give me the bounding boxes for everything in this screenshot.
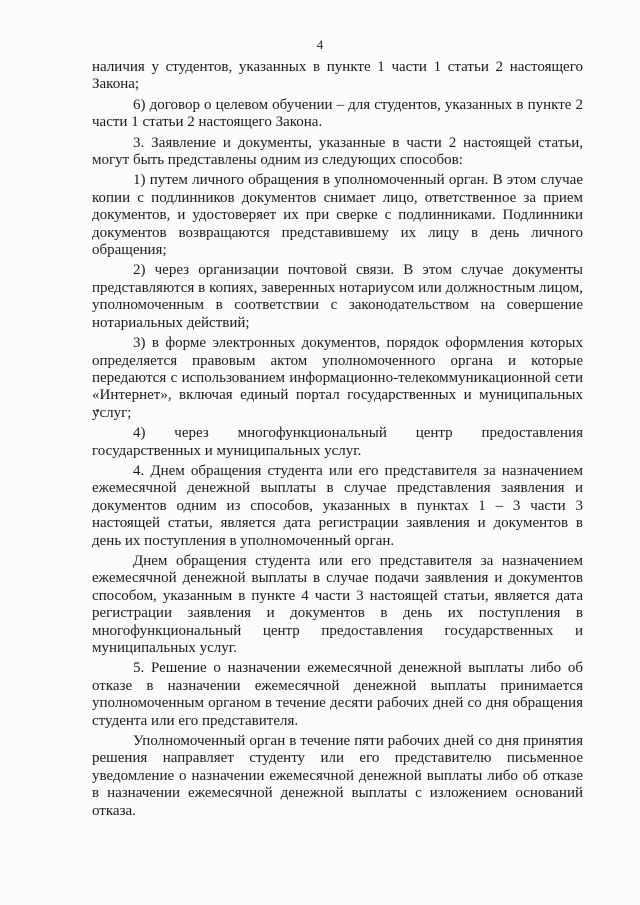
paragraph: 5. Решение о назначении ежемесячной денежной выплаты либо об отказе в назначении ежемесячной денежной выплаты принимается уполномоченным органом в течение десяти рабочих дней со дня обращения студента или его представителя. [92, 660, 583, 729]
paragraph: наличия у студентов, указанных в пункте 1 части 1 статьи 2 настоящего Закона; [92, 59, 583, 93]
document-body [92, 59, 583, 820]
paragraph: 6) договор о целевом обучении – для студентов, указанных в пункте 2 части 1 статьи 2 настоящего Закона. [92, 96, 583, 131]
paragraph: 3. Заявление и документы, указанные в части 2 настоящей статьи, могут быть представлены одним из следующих способов: [92, 134, 583, 169]
paragraph: 4. Днем обращения студента или его представителя за назначением ежемесячной денежной выплаты в случае представления заявления и документов одним из способов, указанных в пунктах 1 – 3 части 3 настоящей статьи, является дата регистрации заявления и документов в день их поступления в уполномоченный орган. [92, 462, 583, 549]
paragraph: Днем обращения студента или его представителя за назначением ежемесячной денежной выплаты в случае подачи заявления и документов способом, указанным в пункте 4 части 3 настоящей статьи, является дата регистрации заявления и документов в день их поступления в многофункциональный центр предоставления государственных и муниципальных услуг. [92, 552, 583, 656]
paragraph: Уполномоченный орган в течение пяти рабочих дней со дня принятия решения направляет студенту или его представителю письменное уведомление о назначении ежемесячной денежной выплаты либо об отказе в назначении ежемесячной денежной выплаты с изложением оснований отказа. [92, 733, 583, 819]
paragraph: 2) через организации почтовой связи. В этом случае документы представляются в копиях, заверенных нотариусом или должностным лицом, уполномоченным в соответствии с законодательством на совершение нотариальных действий; [92, 262, 583, 331]
paragraph: 4) через многофункциональный центр предоставления государственных и муниципальных услуг. [92, 425, 583, 459]
page-number: 4 [316, 37, 324, 52]
paragraph: 3) в форме электронных документов, порядок оформления которых определяется правовым актом уполномоченного органа и которые передаются с использованием информационно-телекоммуникационной сети «Интернет», включая единый портал государственных и муниципальных услуг; [92, 335, 583, 421]
paragraph: 1) путем личного обращения в уполномоченный орган. В этом случае копии с подлинников документов снимает лицо, ответственное за прием документов, и удостоверяет их при сверке с подлинниками. Подлинники документов возвращаются представившему их лицу в день личного обращения; [92, 172, 583, 259]
